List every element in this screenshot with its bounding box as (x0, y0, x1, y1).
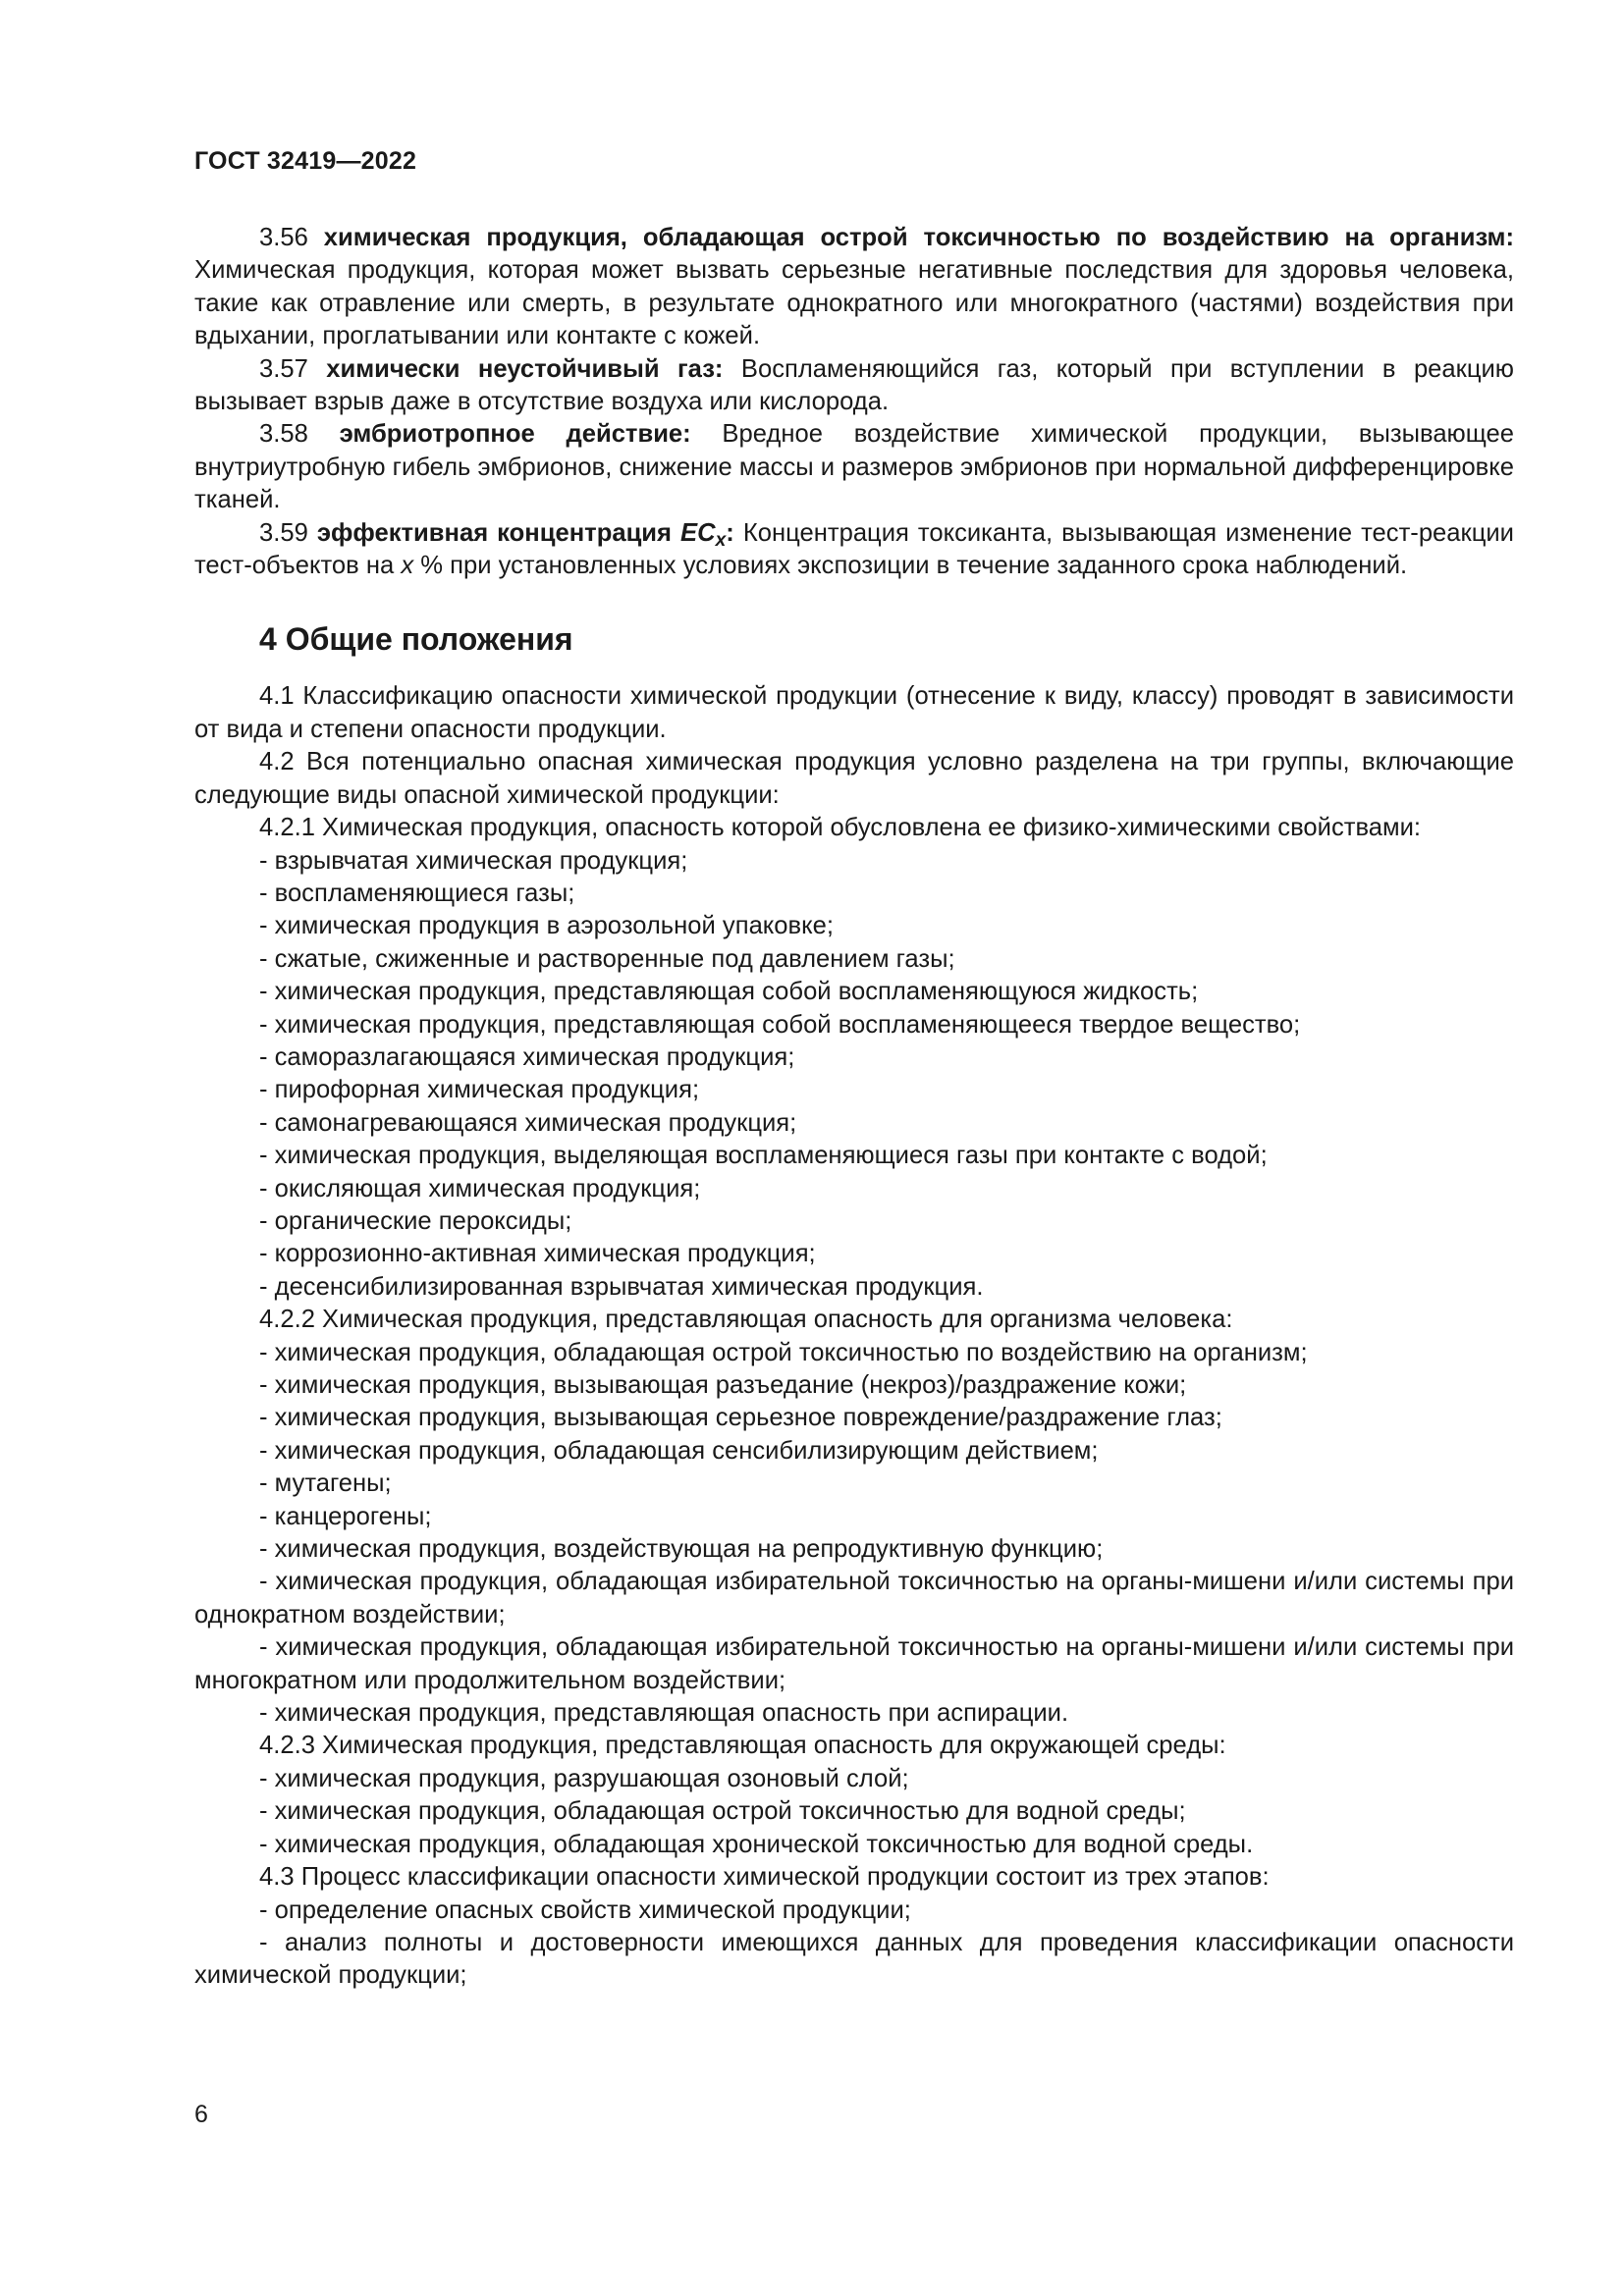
list-item: - саморазлагающаяся химическая продукция; (259, 1042, 795, 1071)
paragraph-4-3: 4.3 Процесс классификации опасности химической продукции состоит из трех этапов: (259, 1863, 1270, 1892)
list-item: - химическая продукция, вызывающая серьезное повреждение/раздражение глаз; (259, 1404, 1222, 1432)
list-item: - сжатые, сжиженные и растворенные под давлением газы; (259, 944, 955, 973)
definition-3-57 (194, 353, 1514, 419)
list-item: - мутагены; (259, 1469, 392, 1498)
list-item: - окисляющая химическая продукция; (259, 1174, 701, 1202)
definition-term: химическая продукция, обладающая острой токсичностью по воздействию на организм: (323, 224, 1514, 251)
list-item: - химическая продукция, обладающая сенсибилизирующим действием; (259, 1436, 1099, 1465)
list-item: - самонагревающаяся химическая продукция; (259, 1108, 797, 1137)
document-header: ГОСТ 32419—2022 (194, 147, 417, 175)
definition-text-part1: Концентрация токсиканта, вызывающая изменение тест-реакции тест-объектов на (194, 518, 1514, 580)
list-item: - химическая продукция, обладающая острой токсичностью для водной среды; (259, 1797, 1186, 1826)
paragraph-4-2-1: 4.2.1 Химическая продукция, опасность которой обусловлена ее физико-химическими свойствами: (259, 814, 1422, 842)
definition-number: 3.59 (259, 518, 308, 547)
paragraph-4-2: 4.2 Вся потенциально опасная химическая продукция условно разделена на три группы, включающие следующие виды опасной химической продукции: (194, 748, 1514, 809)
paragraph-4-2-2: 4.2.2 Химическая продукция, представляющая опасность для организма человека: (259, 1306, 1233, 1334)
list-item: - химическая продукция в аэрозольной упаковке; (259, 912, 834, 940)
definition-3-56 (194, 222, 1514, 353)
list-item: - десенсибилизированная взрывчатая химическая продукция. (259, 1272, 984, 1301)
ec-symbol-subscript: x (715, 529, 727, 551)
list-item: - химическая продукция, воздействующая на репродуктивную функцию; (259, 1535, 1104, 1564)
definition-term: эмбриотропное действие: (339, 420, 691, 449)
paragraph-4-1: 4.1 Классификацию опасности химической продукции (отнесение к виду, классу) проводят в зависимости от вида и степени опасности продукции. (194, 682, 1514, 743)
definition-3-58 (194, 418, 1514, 516)
list-item: - органические пероксиды; (259, 1206, 572, 1235)
list-item: - химическая продукция, обладающая хронической токсичностью для водной среды. (259, 1830, 1254, 1858)
definition-3-59 (194, 517, 1514, 583)
definition-text: Химическая продукция, которая может вызвать серьезные негативные последствия для здоровья человека, такие как отравление или смерть, в результате однократного или многократного (частями) воздействия при вдыхании, проглатывании или контакте с кожей. (194, 256, 1514, 350)
definition-text-part2: % при установленных условиях экспозиции в течение заданного срока наблюдений. (413, 552, 1408, 580)
list-item: - определение опасных свойств химической продукции; (259, 1896, 911, 1924)
list-item: - химическая продукция, обладающая избирательной токсичностью на органы-мишени и/или системы при однократном воздействии; (194, 1568, 1514, 1629)
list-item: - воспламеняющиеся газы; (259, 879, 575, 907)
definition-text: Воспламеняющийся газ, который при вступлении в реакцию вызывает взрыв даже в отсутствие воздуха или кислорода. (194, 354, 1514, 416)
definition-number: 3.56 (259, 224, 308, 251)
list-item: - химическая продукция, обладающая острой токсичностью по воздействию на организм; (259, 1338, 1308, 1366)
list-item: - коррозионно-активная химическая продукция; (259, 1240, 816, 1268)
section-heading: 4 Общие положения (259, 621, 573, 658)
page-content (194, 222, 1514, 1993)
list-item: - взрывчатая химическая продукция; (259, 846, 688, 875)
list-item: - химическая продукция, обладающая избирательной токсичностью на органы-мишени и/или системы при многократном или продолжительном воздействии; (194, 1633, 1514, 1694)
list-item: - пирофорная химическая продукция; (259, 1076, 700, 1104)
list-item: - химическая продукция, представляющая собой воспламеняющееся твердое вещество; (259, 1010, 1301, 1039)
definition-number: 3.57 (259, 354, 308, 383)
ec-symbol-base: EC (680, 518, 716, 547)
definition-term: химически неустойчивый газ: (326, 354, 724, 383)
definition-term-text: эффективная концентрация (316, 518, 672, 547)
list-item: - канцерогены; (259, 1502, 432, 1530)
list-item: - анализ полноты и достоверности имеющихся данных для проведения классификации опасности химической продукции; (194, 1928, 1514, 1990)
definition-colon: : (726, 518, 734, 547)
list-item: - химическая продукция, выделяющая воспламеняющиеся газы при контакте с водой; (259, 1142, 1268, 1170)
page-number: 6 (194, 2101, 208, 2128)
variable-x: x (401, 552, 414, 580)
paragraph-4-2-3: 4.2.3 Химическая продукция, представляющая опасность для окружающей среды: (259, 1732, 1226, 1760)
list-item: - химическая продукция, разрушающая озоновый слой; (259, 1764, 909, 1792)
list-item: - химическая продукция, представляющая опасность при аспирации. (259, 1699, 1069, 1728)
definition-text: Вредное воздействие химической продукции, вызывающее внутриутробную гибель эмбрионов, снижение массы и размеров эмбрионов при нормальной дифференцировке тканей. (194, 420, 1514, 514)
ec-symbol (680, 518, 727, 551)
list-item: - химическая продукция, вызывающая разъедание (некроз)/раздражение кожи; (259, 1371, 1187, 1399)
definition-term (316, 518, 734, 551)
definition-number: 3.58 (259, 420, 308, 449)
list-item: - химическая продукция, представляющая собой воспламеняющуюся жидкость; (259, 978, 1199, 1006)
